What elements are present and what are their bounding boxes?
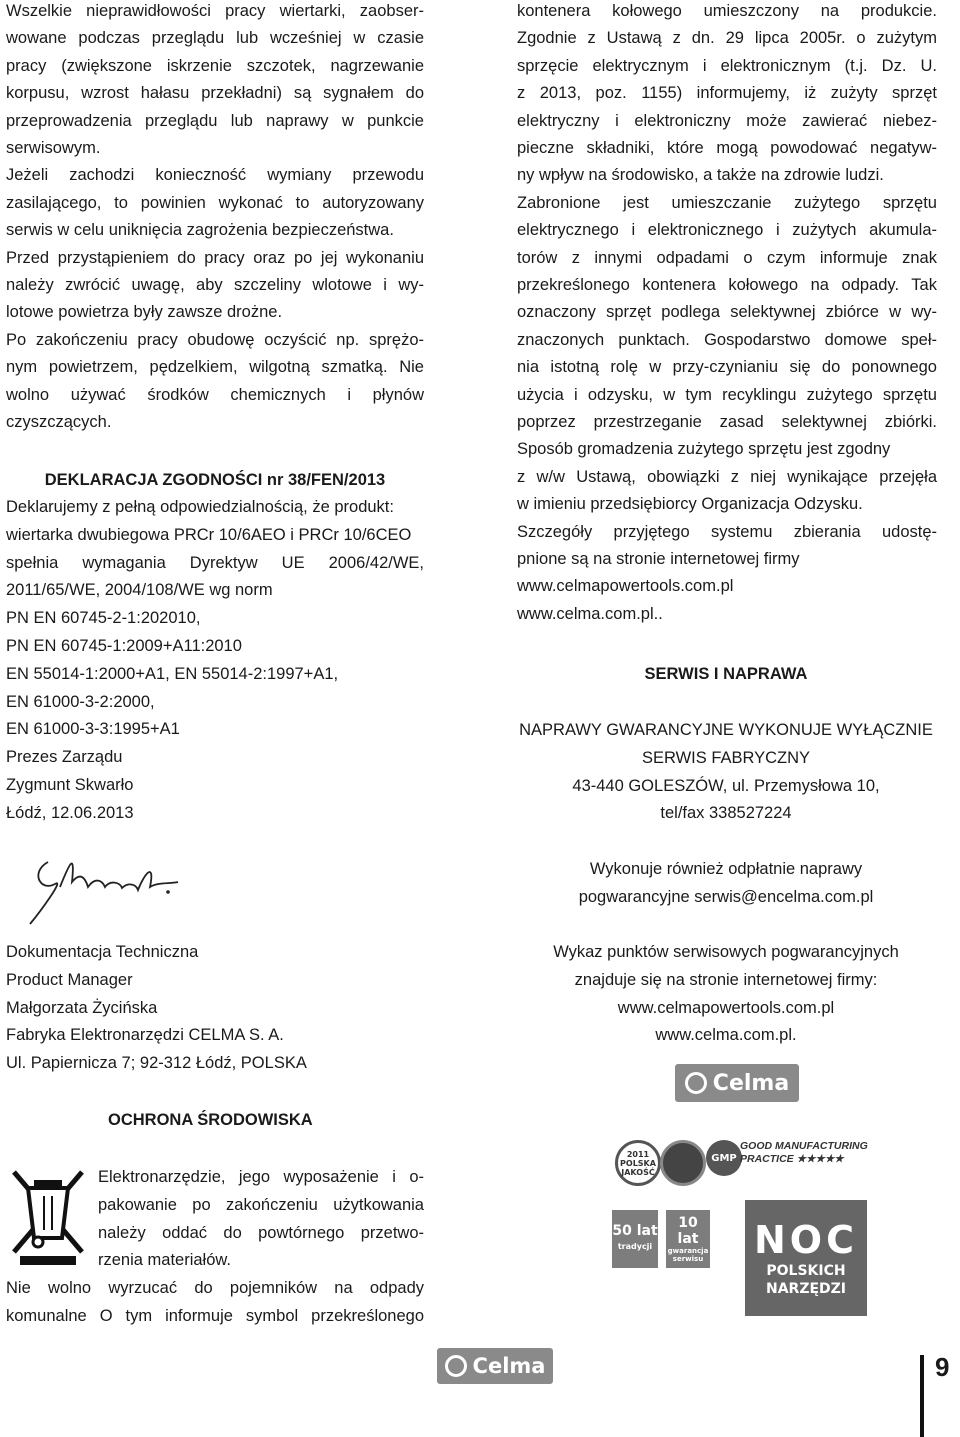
declaration-line: Prezes Zarządu	[6, 748, 123, 767]
service-line: tel/fax 338527224	[660, 804, 792, 823]
paragraph-line: przekreślonego kontenera kołowego na odpady. Tak	[517, 276, 937, 294]
paragraph-line: torów z innymi odpadami o czym informuje znak	[517, 248, 937, 267]
tech-doc-line: Dokumentacja Techniczna	[6, 943, 199, 961]
paragraph-line: Zabronione jest umieszczanie zużytego sprzętu	[517, 193, 937, 212]
crossed-bin-icon	[10, 1168, 86, 1266]
env-line: pakowanie po zakończeniu użytkowania	[98, 1195, 424, 1214]
gmp-badge: GMP	[706, 1140, 742, 1176]
declaration-line: Łódź, 12.06.2013	[6, 803, 134, 822]
declaration-line: PN EN 60745-1:2009+A11:2010	[6, 637, 242, 655]
paragraph-line: elektryczny i elektroniczny może zawierać niebez-	[517, 111, 937, 130]
paragraph-line: Sposób gromadzenia zużytego sprzętu jest zgodny	[517, 440, 891, 459]
paragraph-line: wolno używać środków chemicznych i płynów	[6, 385, 424, 404]
tech-doc-line: Ul. Papiernicza 7; 92-312 Łódź, POLSKA	[6, 1054, 307, 1073]
paragraph-line: nia istotną rolę w przy-czynianiu się do ponownego	[517, 358, 937, 377]
polska-jakosc-badge: 2011 POLSKA JAKOŚĆ	[615, 1140, 661, 1186]
declaration-line: EN 61000-3-3:1995+A1	[6, 720, 180, 739]
paragraph-line: korpusu, wzrost hałasu przekładni) są sygnałem do	[6, 84, 424, 103]
tech-doc-line: Fabryka Elektronarzędzi CELMA S. A.	[6, 1026, 284, 1045]
paragraph-line: poprzez przestrzeganie zasad selektywnej zbiórki.	[517, 413, 937, 431]
paragraph-line: pracy (zwiększone iskrzenie szczotek, nagrzewanie	[6, 56, 424, 75]
declaration-line: Deklarujemy z pełną odpowiedzialnością, że produkt:	[6, 498, 394, 516]
paragraph-line: zasilającego, to powinien wykonać to autoryzowany	[6, 193, 424, 212]
paragraph-line: www.celmapowertools.com.pl	[517, 577, 734, 596]
declaration-line: EN 61000-3-2:2000,	[6, 692, 155, 711]
declaration-line: wiertarka dwubiegowa PRCr 10/6AEO i PRCr 10/6CEO	[6, 525, 412, 544]
env-line: Elektronarzędzie, jego wyposażenie i o-	[98, 1168, 424, 1186]
service-list-line: Wykaz punktów serwisowych pogwarancyjnych	[553, 943, 899, 961]
paragraph-line: Jeżeli zachodzi konieczność wymiany przewodu	[6, 166, 424, 185]
env-title: OCHRONA ŚRODOWISKA	[108, 1111, 313, 1129]
paragraph-line: ny wpływ na środowisko, a także na zdrowie ludzi.	[517, 166, 884, 185]
paragraph-line: należy zwrócić uwagę, aby szczeliny wlotowe i wy-	[6, 276, 424, 294]
declaration-line: spełnia wymagania Dyrektyw UE 2006/42/WE,	[6, 553, 424, 572]
tech-doc-line: Product Manager	[6, 970, 133, 989]
service-line: NAPRAWY GWARANCYJNE WYKONUJE WYŁĄCZNIE	[519, 721, 933, 739]
declaration-line: EN 55014-1:2000+A1, EN 55014-2:1997+A1,	[6, 664, 339, 683]
paragraph-line: www.celma.com.pl..	[517, 604, 663, 623]
paragraph-line: serwisowym.	[6, 139, 101, 157]
noc-polskich-narzedzi-badge: NOC POLSKICH NARZĘDZI	[745, 1200, 867, 1316]
paid-service-line: Wykonuje również odpłatnie naprawy	[589, 860, 863, 878]
paragraph-line: znaczonych punktach. Gospodarstwo domowe speł-	[517, 330, 937, 349]
paragraph-line: z 2013, poz. 1155) informujemy, iż zużyty sprzęt	[517, 84, 937, 103]
paragraph-line: pnione są na stronie internetowej firmy	[517, 550, 800, 568]
celma-footer-logo: Celma	[437, 1348, 553, 1384]
paragraph-line: serwis w celu uniknięcia zagrożenia bezpieczeństwa.	[6, 221, 394, 240]
env-line: komunalne O tym informuje symbol przekreślonego	[6, 1306, 424, 1325]
signature	[10, 842, 185, 932]
paragraph-line: w imieniu przedsiębiorcy Organizacja Odzysku.	[517, 495, 863, 514]
celma-logo: Celma	[675, 1064, 799, 1102]
service-title: SERWIS I NAPRAWA	[644, 665, 808, 683]
ten-years-badge: 10 lat gwarancja serwisu	[666, 1210, 710, 1268]
paragraph-line: użycia i odzysku, w tym recyklingu zużytego sprzętu	[517, 385, 937, 404]
declaration-title: DEKLARACJA ZGODNOŚCI nr 38/FEN/2013	[44, 471, 386, 489]
service-list-line: www.celmapowertools.com.pl	[617, 998, 835, 1017]
declaration-line: 2011/65/WE, 2004/108/WE wg norm	[6, 581, 273, 600]
paragraph-line: Przed przystąpieniem do pracy oraz po jej wykonaniu	[6, 248, 424, 267]
paragraph-line: Zgodnie z Ustawą z dn. 29 lipca 2005r. o zużytym	[517, 29, 937, 48]
paragraph-line: z w/w Ustawą, obowiązki z niej wynikające przejęła	[517, 467, 937, 486]
declaration-line: Zygmunt Skwarło	[6, 776, 134, 794]
service-line: SERWIS FABRYCZNY	[641, 748, 811, 767]
service-list-line: www.celma.com.pl.	[655, 1026, 797, 1045]
fifty-years-badge: 50 lat tradycji	[612, 1210, 658, 1268]
paragraph-line: lotowe powietrza były zawsze drożne.	[6, 303, 283, 322]
paragraph-line: pieczne składniki, które mogą powodować negatyw-	[517, 139, 937, 157]
paragraph-line: nym powietrzem, pędzelkiem, wilgotną szmatką. Nie	[6, 358, 424, 377]
paragraph-line: Szczegóły przyjętego systemu zbierania udostę-	[517, 522, 937, 541]
service-line: 43-440 GOLESZÓW, ul. Przemysłowa 10,	[572, 776, 880, 795]
env-line: należy oddać do powtórnego przetwo-	[98, 1223, 424, 1242]
wheel-badge	[660, 1140, 706, 1186]
paragraph-line: wowane podczas przeglądu lub wcześniej w czasie	[6, 29, 424, 48]
gmp-text: GOOD MANUFACTURING PRACTICE ★★★★★	[740, 1140, 868, 1165]
env-line: Nie wolno wyrzucać do pojemników na odpady	[6, 1279, 424, 1297]
paragraph-line: sprzęcie elektrycznym i elektronicznym (t.j. Dz. U.	[517, 56, 937, 75]
env-line: rzenia materiałów.	[98, 1251, 231, 1270]
paragraph-line: czyszczących.	[6, 413, 112, 431]
paragraph-line: Wszelkie nieprawidłowości pracy wiertarki, zaobser-	[6, 2, 424, 20]
tech-doc-line: Małgorzata Życińska	[6, 998, 158, 1017]
paragraph-line: oznaczony sprzęt podlega selektywnej zbiórce w wy-	[517, 303, 937, 322]
paragraph-line: kontenera kołowego umieszczony na produkcie.	[517, 2, 937, 20]
paragraph-line: przeprowadzenia przeglądu lub naprawy w punkcie	[6, 111, 424, 130]
service-list-line: znajduje się na stronie internetowej firmy:	[574, 970, 878, 989]
paid-service-line: pogwarancyjne serwis@encelma.com.pl	[578, 888, 874, 906]
page-divider	[920, 1355, 924, 1437]
paragraph-line: elektrycznego i elektronicznego i zużytych akumula-	[517, 221, 937, 240]
page-number: 9	[935, 1352, 950, 1382]
paragraph-line: Po zakończeniu pracy obudowę oczyścić np. sprężo-	[6, 330, 424, 349]
declaration-line: PN EN 60745-2-1:202010,	[6, 609, 201, 628]
